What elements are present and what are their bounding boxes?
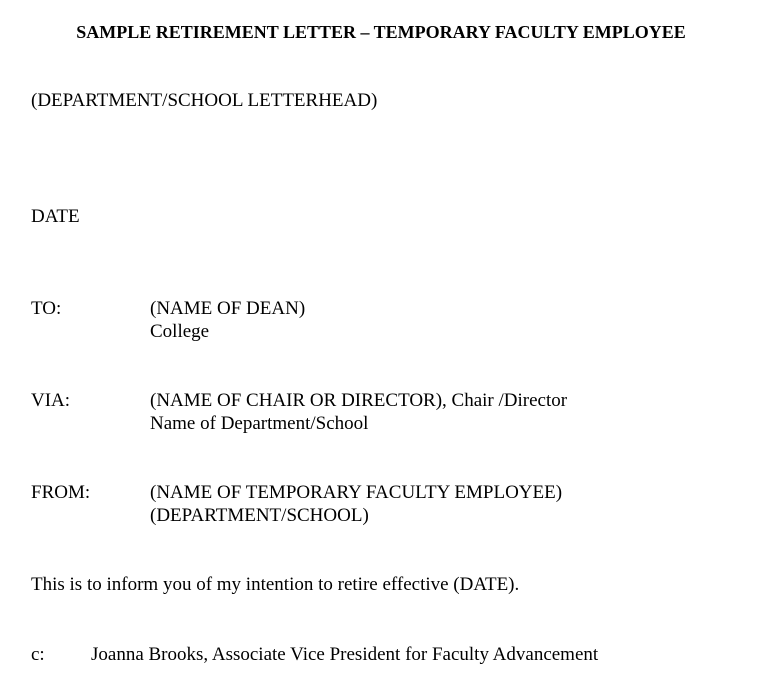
via-unit: Name of Department/School <box>150 413 369 434</box>
to-name: (NAME OF DEAN) <box>150 298 306 319</box>
cc-recipient: Joanna Brooks, Associate Vice President for Faculty Advancement <box>91 644 599 665</box>
to-label: TO: <box>31 298 62 319</box>
to-unit: College <box>150 321 210 342</box>
via-label: VIA: <box>31 390 71 411</box>
letterhead-placeholder: (DEPARTMENT/SCHOOL LETTERHEAD) <box>31 90 378 111</box>
body-paragraph: This is to inform you of my intention to retire effective (DATE). <box>31 574 520 595</box>
via-name: (NAME OF CHAIR OR DIRECTOR), Chair /Director <box>150 390 568 411</box>
cc-label: c: <box>31 644 45 665</box>
from-name: (NAME OF TEMPORARY FACULTY EMPLOYEE) <box>150 482 563 503</box>
date-placeholder: DATE <box>31 206 80 227</box>
document-title: SAMPLE RETIREMENT LETTER – TEMPORARY FACULTY EMPLOYEE <box>76 22 686 42</box>
from-unit: (DEPARTMENT/SCHOOL) <box>150 505 369 526</box>
from-label: FROM: <box>31 482 91 503</box>
